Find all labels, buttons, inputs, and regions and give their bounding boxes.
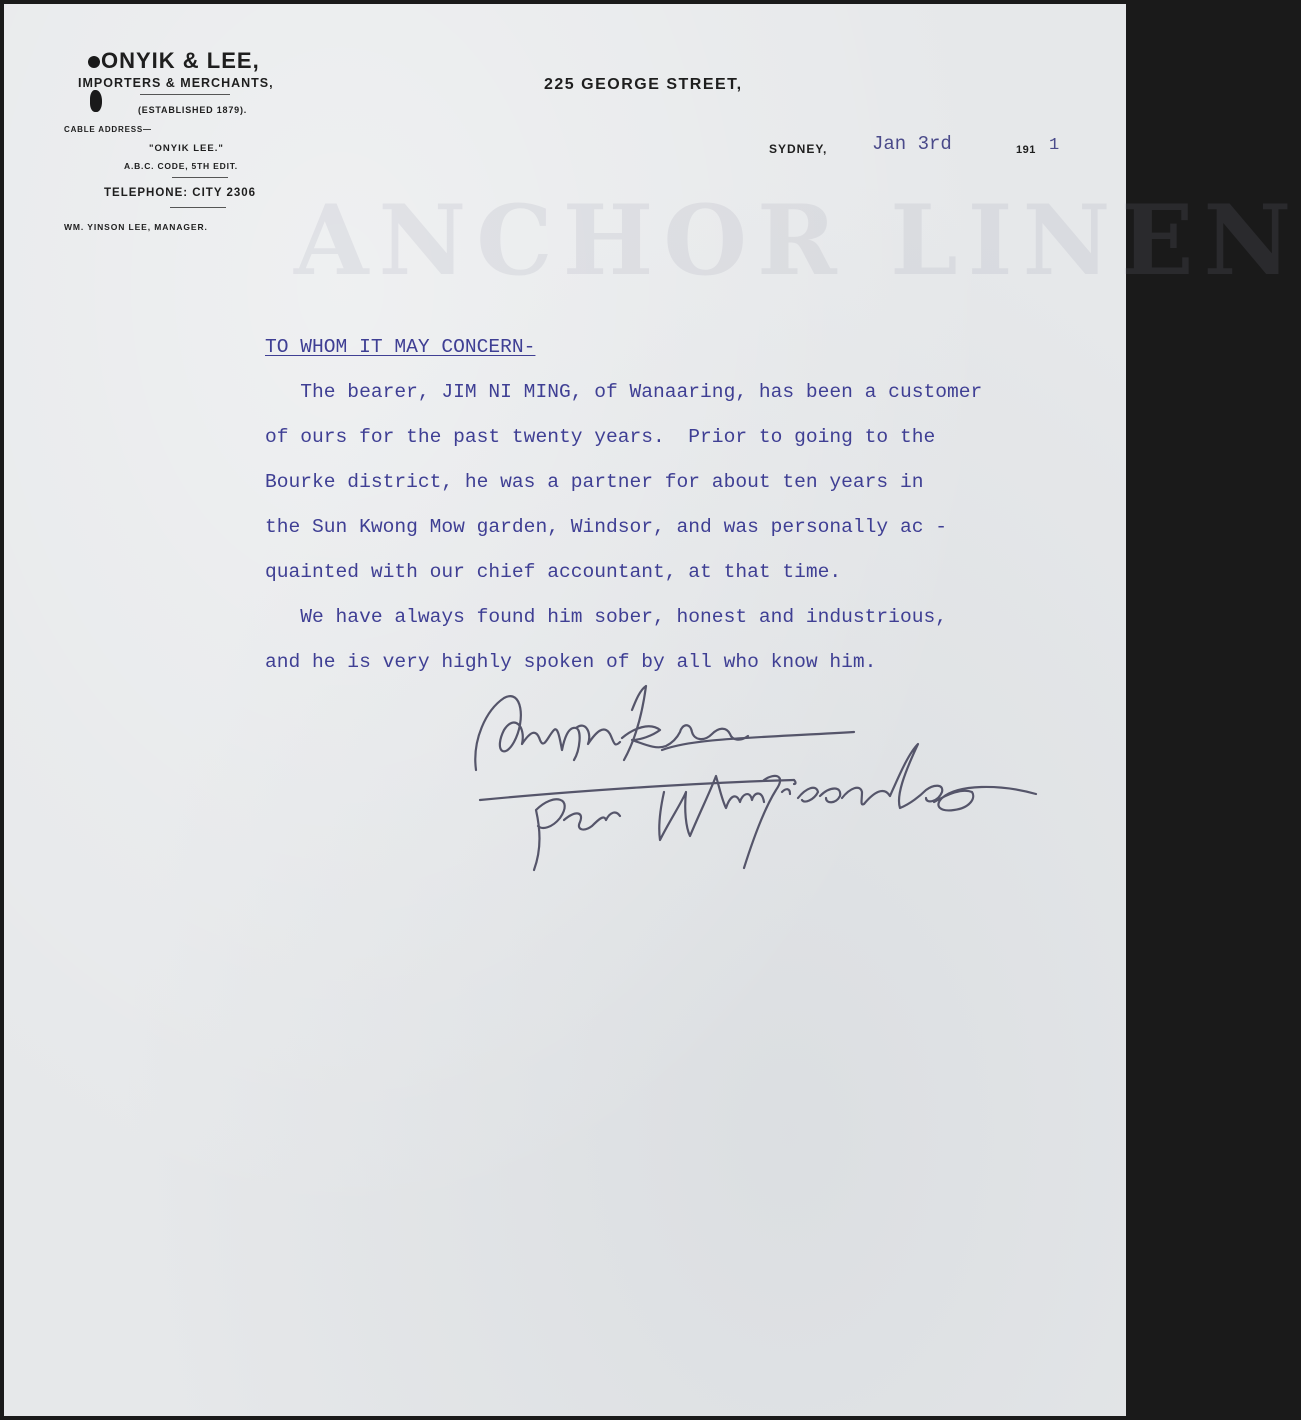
code-note: A.B.C. CODE, 5TH EDIT. — [124, 161, 238, 171]
divider — [172, 177, 228, 178]
body-line: quainted with our chief accountant, at that time. — [265, 561, 842, 583]
street-address: 225 GEORGE STREET, — [544, 76, 743, 93]
letter-heading: TO WHOM IT MAY CONCERN- — [265, 336, 536, 358]
city: SYDNEY, — [769, 142, 828, 156]
body-line: The bearer, JIM NI MING, of Wanaaring, has been a customer — [265, 381, 983, 403]
cable-address: "ONYIK LEE." — [149, 143, 224, 154]
firm-trade: IMPORTERS & MERCHANTS, — [78, 76, 274, 90]
firm-name: ONYIK & LEE, — [88, 48, 260, 74]
ink-blot — [90, 90, 102, 112]
typed-year-digit: 1 — [1049, 136, 1060, 155]
typed-date: Jan 3rd — [872, 133, 952, 155]
printed-year: 191 — [1016, 144, 1036, 156]
watermark: ANCHOR LINEN — [294, 184, 1301, 297]
body-line: and he is very highly spoken of by all who know him. — [265, 651, 877, 673]
letter-page — [4, 4, 1301, 1416]
telephone: TELEPHONE: CITY 2306 — [104, 187, 257, 199]
body-line: the Sun Kwong Mow garden, Windsor, and was personally ac - — [265, 516, 947, 538]
established-note: (ESTABLISHED 1879). — [138, 105, 248, 115]
divider — [140, 94, 230, 95]
body-line: Bourke district, he was a partner for about ten years in — [265, 471, 924, 493]
cable-label: CABLE ADDRESS— — [64, 125, 152, 134]
manager: WM. YINSON LEE, MANAGER. — [64, 222, 208, 232]
handwritten-signature — [464, 680, 1044, 880]
body-line: of ours for the past twenty years. Prior to going to the — [265, 426, 936, 448]
divider — [170, 207, 226, 208]
body-line: We have always found him sober, honest and industrious, — [265, 606, 947, 628]
